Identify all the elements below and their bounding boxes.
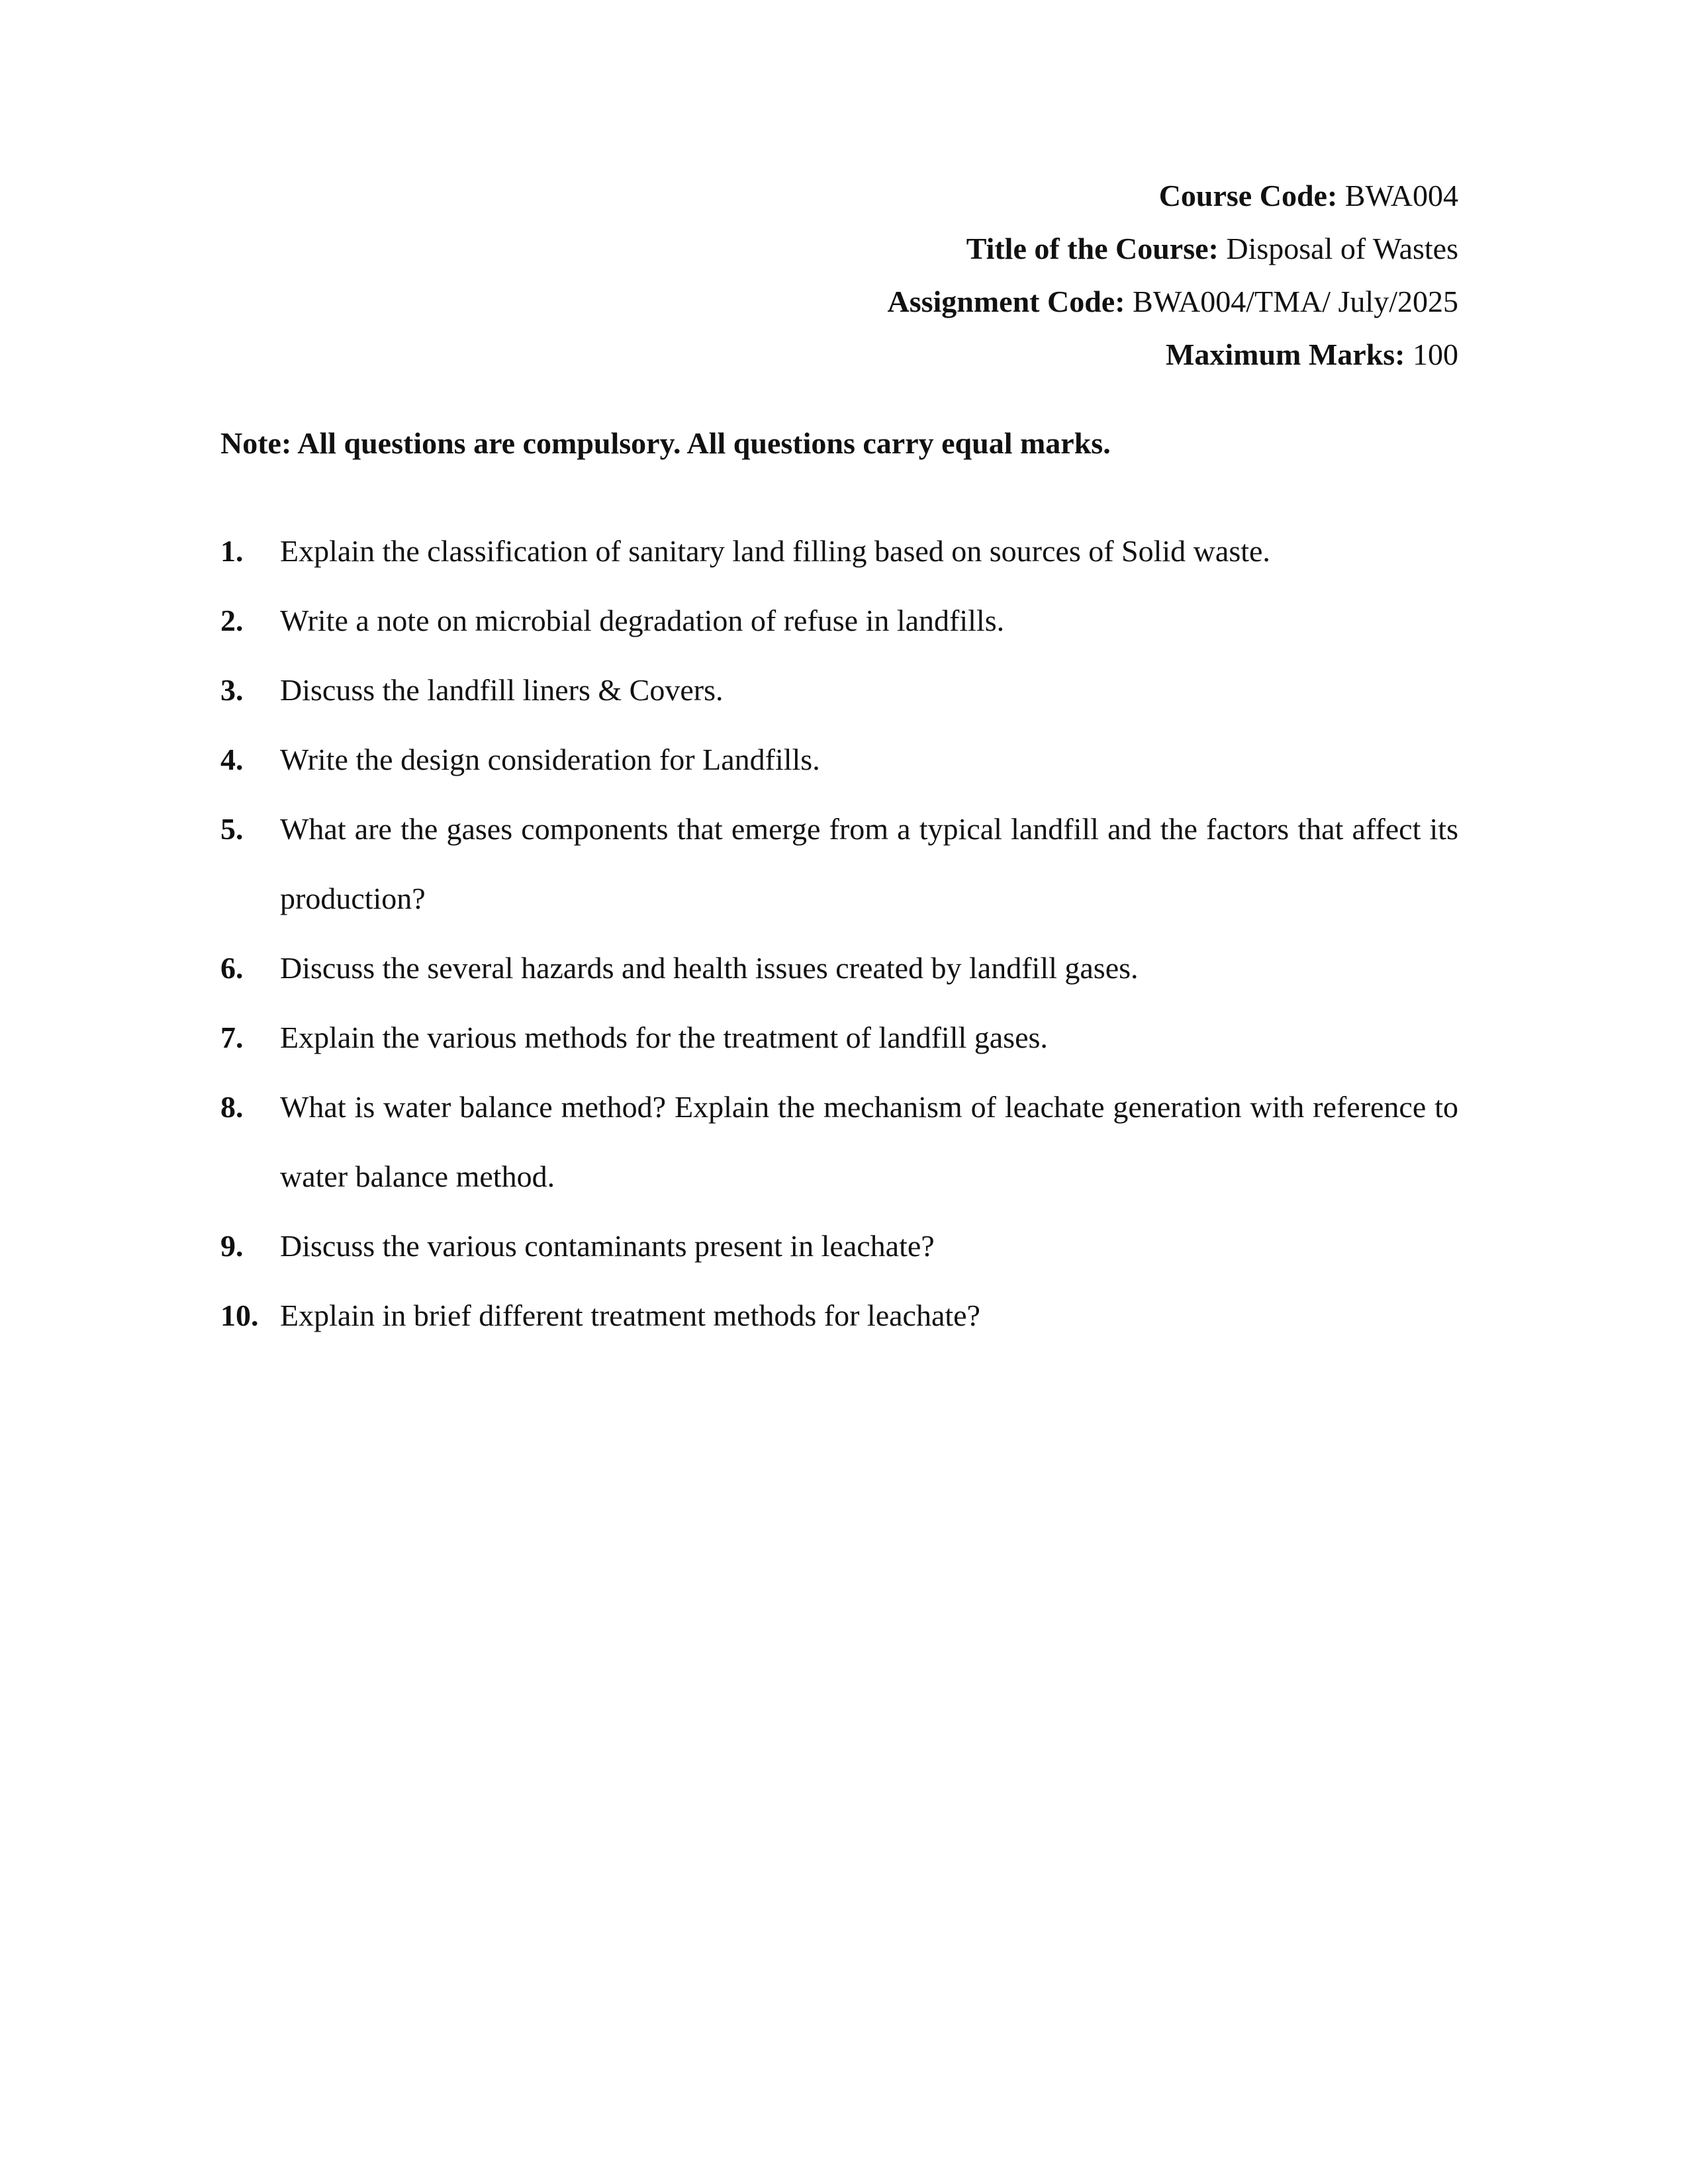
question-number: 4.	[220, 743, 244, 776]
course-code-line	[532, 169, 1458, 222]
question-number: 9.	[220, 1229, 244, 1263]
question-item	[220, 586, 1458, 655]
question-number: 10.	[220, 1298, 259, 1332]
question-item	[220, 1072, 1458, 1211]
question-item	[220, 933, 1458, 1003]
question-text: What is water balance method? Explain the mechanism of leachate generation with reference to water balance method.	[280, 1090, 1458, 1193]
max-marks-line	[532, 328, 1458, 381]
assignment-code-line	[532, 275, 1458, 328]
course-code-label: Course Code:	[1158, 179, 1338, 212]
question-number: 5.	[220, 812, 244, 846]
question-item	[220, 1003, 1458, 1072]
question-list	[220, 516, 1458, 1350]
question-text: Write a note on microbial degradation of refuse in landfills.	[280, 604, 1005, 637]
question-item	[220, 516, 1458, 586]
assignment-code-value: BWA004/TMA/ July/2025	[1133, 285, 1458, 318]
question-item	[220, 794, 1458, 933]
question-number: 7.	[220, 1021, 244, 1054]
question-text: Discuss the various contaminants present in leachate?	[280, 1229, 935, 1263]
question-item	[220, 1281, 1458, 1350]
course-title-line	[532, 222, 1458, 275]
question-text: Discuss the several hazards and health issues created by landfill gases.	[280, 951, 1139, 985]
max-marks-value: 100	[1413, 338, 1458, 371]
instructions-note: Note: All questions are compulsory. All questions carry equal marks.	[220, 426, 1111, 460]
max-marks-label: Maximum Marks:	[1165, 338, 1405, 371]
question-number: 1.	[220, 534, 244, 568]
assignment-code-label: Assignment Code:	[887, 285, 1125, 318]
question-text: Explain the classification of sanitary land filling based on sources of Solid waste.	[280, 534, 1270, 568]
question-number: 3.	[220, 673, 244, 707]
question-number: 2.	[220, 604, 244, 637]
question-item	[220, 655, 1458, 725]
question-text: Discuss the landfill liners & Covers.	[280, 673, 724, 707]
course-title-value: Disposal of Wastes	[1226, 232, 1458, 265]
question-text: Explain in brief different treatment methods for leachate?	[280, 1298, 980, 1332]
question-text: Explain the various methods for the treatment of landfill gases.	[280, 1021, 1048, 1054]
question-text: Write the design consideration for Landfills.	[280, 743, 820, 776]
question-item	[220, 1211, 1458, 1281]
question-number: 6.	[220, 951, 244, 985]
course-header	[532, 169, 1458, 381]
question-text: What are the gases components that emerge from a typical landfill and the factors that affect its production?	[280, 812, 1458, 915]
course-code-value: BWA004	[1344, 179, 1458, 212]
question-item	[220, 725, 1458, 794]
course-title-label: Title of the Course:	[966, 232, 1219, 265]
question-number: 8.	[220, 1090, 244, 1124]
